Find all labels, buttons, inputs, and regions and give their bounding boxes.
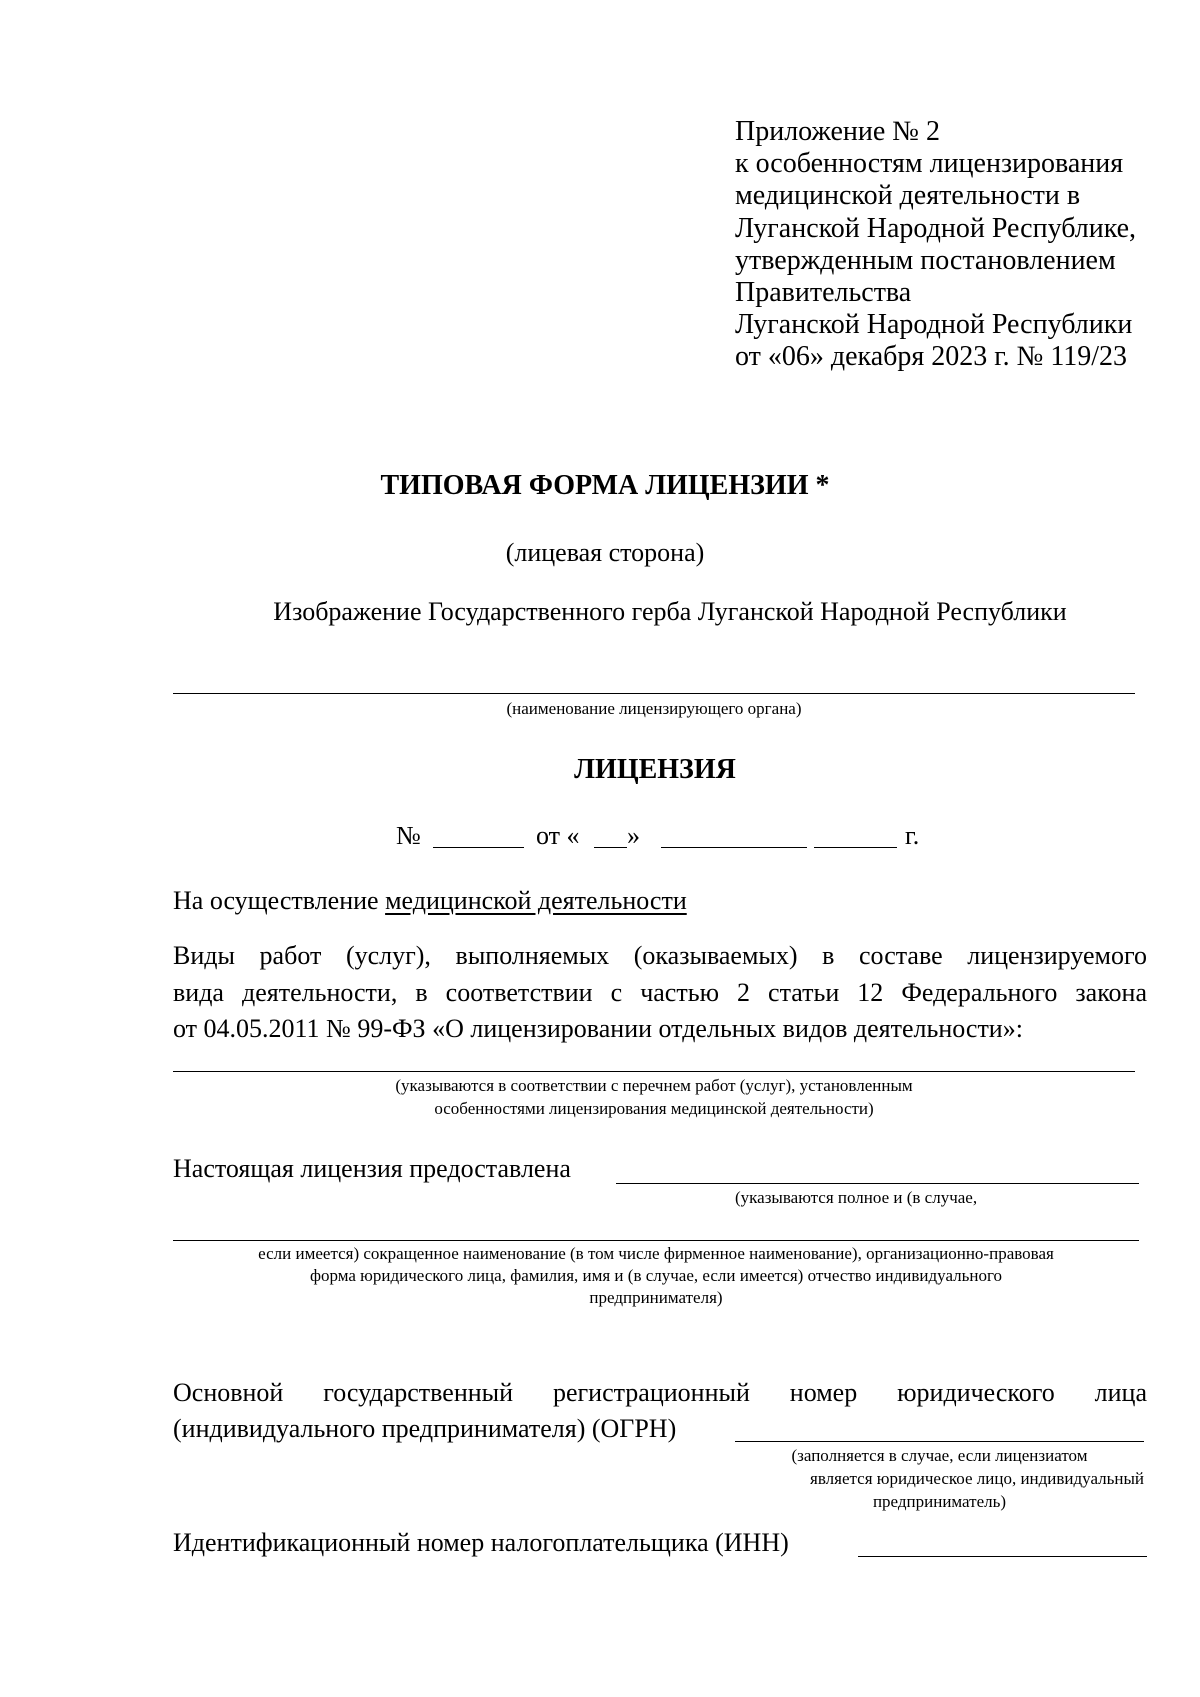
licensing-body-caption: (наименование лицензирующего органа) bbox=[506, 699, 802, 718]
number-blank bbox=[433, 847, 524, 848]
appendix-block bbox=[735, 116, 1136, 374]
appendix-line: к особенностям лицензирования bbox=[735, 148, 1124, 180]
inn-label: Идентификационный номер налогоплательщика (ИНН) bbox=[173, 1528, 789, 1557]
year-blank bbox=[814, 847, 897, 848]
from-label: от « bbox=[536, 821, 580, 850]
granted-label: Настоящая лицензия предоставлена bbox=[173, 1154, 571, 1183]
appendix-line: от «06» декабря 2023 г. № 119/23 bbox=[735, 341, 1128, 373]
appendix-line: Приложение № 2 bbox=[735, 116, 940, 147]
ogrn-line-2: (индивидуального предпринимателя) (ОГРН) bbox=[173, 1414, 677, 1443]
close-quote: » bbox=[627, 821, 640, 850]
works-line-3: от 04.05.2011 № 99-ФЗ «О лицензировании отдельных видов деятельности»: bbox=[173, 1014, 1023, 1043]
licensing-body-line bbox=[173, 693, 1135, 694]
ogrn-caption-1: (заполняется в случае, если лицензиатом bbox=[791, 1446, 1088, 1465]
granted-caption-right: (указываются полное и (в случае, bbox=[735, 1188, 978, 1207]
appendix-line: медицинской деятельности в bbox=[735, 180, 1081, 212]
granted-caption-2: форма юридического лица, фамилия, имя и (в случае, если имеется) отчество индивидуального bbox=[309, 1266, 1003, 1285]
activity-value: медицинской деятельности bbox=[385, 886, 687, 915]
license-heading: ЛИЦЕНЗИЯ bbox=[574, 754, 736, 785]
appendix-line: Правительства bbox=[735, 277, 912, 309]
side-note: (лицевая сторона) bbox=[505, 538, 705, 567]
ogrn-caption-3: предприниматель) bbox=[872, 1492, 1007, 1511]
month-blank bbox=[661, 847, 807, 848]
ogrn-line-1: Основной государственный регистрационный номер юридического лица bbox=[173, 1378, 1147, 1407]
ogrn-caption-2: является юридическое лицо, индивидуальный bbox=[810, 1469, 1144, 1488]
works-caption-2: особенностями лицензирования медицинской деятельности) bbox=[434, 1099, 874, 1118]
appendix-line: Луганской Народной Республике, bbox=[735, 212, 1137, 244]
granted-blank bbox=[616, 1183, 1139, 1184]
works-line-2: вида деятельности, в соответствии с частью 2 статьи 12 Федерального закона bbox=[173, 978, 1147, 1007]
works-line-blank bbox=[173, 1071, 1135, 1072]
granted-caption-1: если имеется) сокращенное наименование (в том числе фирменное наименование), организационно-правовая bbox=[258, 1244, 1054, 1263]
works-line-1: Виды работ (услуг), выполняемых (оказываемых) в составе лицензируемого bbox=[173, 941, 1147, 970]
form-title: ТИПОВАЯ ФОРМА ЛИЦЕНЗИИ * bbox=[380, 470, 830, 501]
year-suffix: г. bbox=[905, 821, 920, 850]
number-sign: № bbox=[396, 821, 421, 850]
day-blank bbox=[594, 847, 627, 848]
granted-blank-2 bbox=[173, 1240, 1139, 1241]
emblem-placeholder: Изображение Государственного герба Луганской Народной Республики bbox=[273, 597, 1067, 626]
activity-line bbox=[173, 885, 687, 917]
works-caption-1: (указываются в соответствии с перечнем работ (услуг), установленным bbox=[395, 1076, 913, 1095]
ogrn-blank bbox=[735, 1441, 1144, 1442]
inn-blank bbox=[858, 1556, 1147, 1557]
appendix-line: Луганской Народной Республики bbox=[735, 309, 1133, 341]
activity-prefix: На осуществление bbox=[173, 886, 386, 915]
granted-caption-3: предпринимателя) bbox=[589, 1288, 723, 1307]
appendix-line: утвержденным постановлением bbox=[735, 244, 1116, 276]
